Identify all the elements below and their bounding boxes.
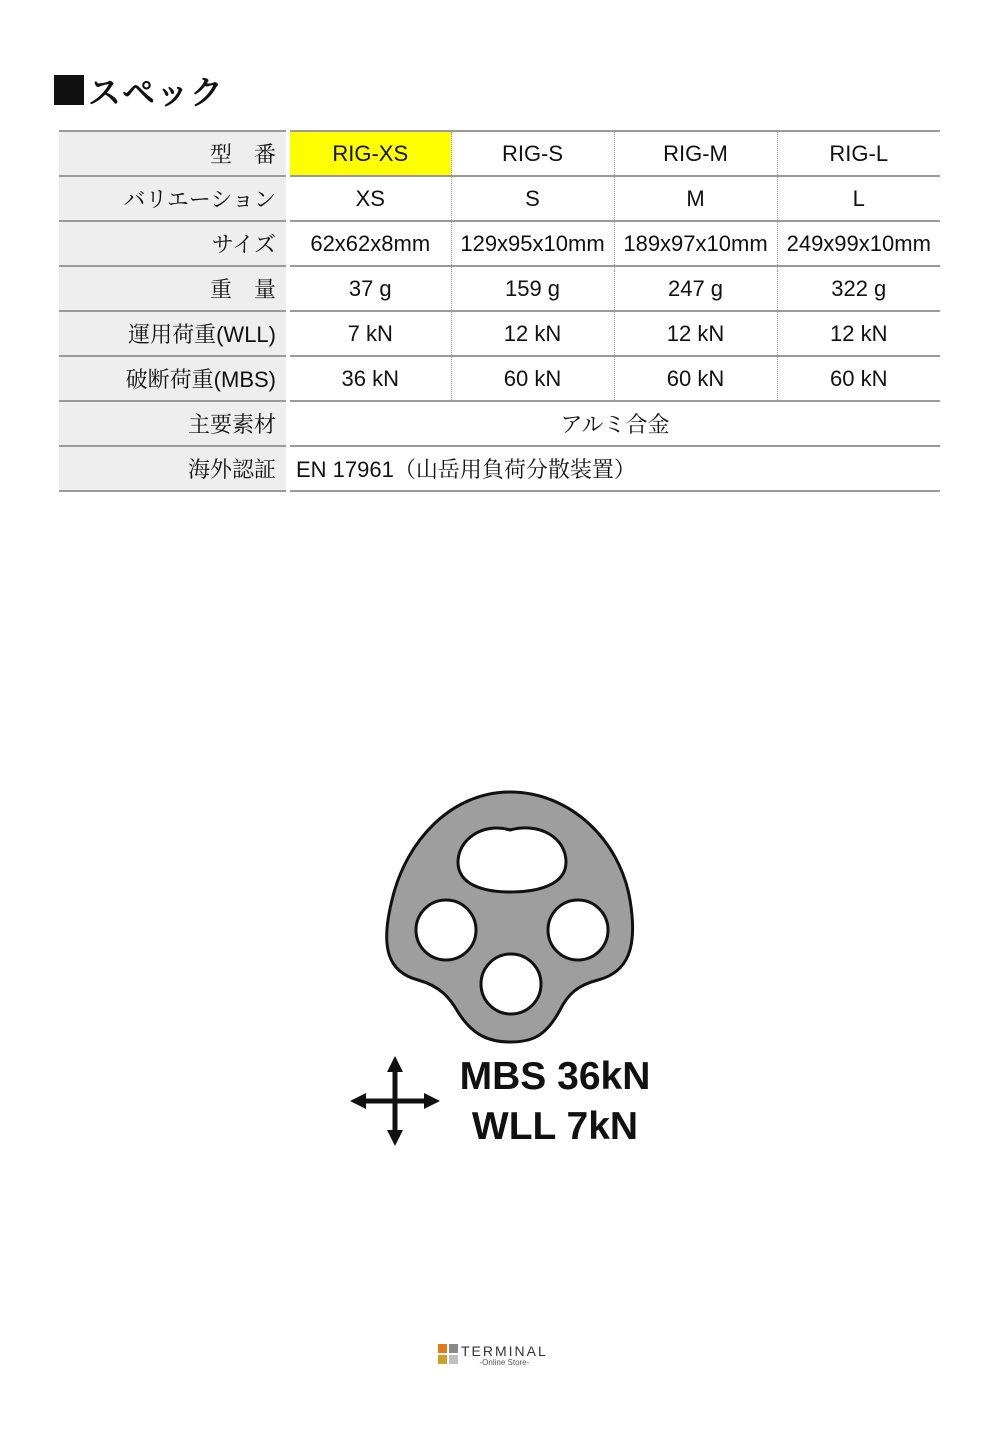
table-cell: 62x62x8mm bbox=[288, 221, 451, 266]
table-cell: 36 kN bbox=[288, 356, 451, 401]
row-label: 型 番 bbox=[59, 131, 288, 176]
terminal-logo bbox=[438, 1344, 548, 1367]
row-label: 重 量 bbox=[59, 266, 288, 311]
table-cell: M bbox=[614, 176, 777, 221]
row-label: サイズ bbox=[59, 221, 288, 266]
row-label: 破断荷重(MBS) bbox=[59, 356, 288, 401]
left-hole bbox=[416, 900, 476, 960]
table-cell: 159 g bbox=[451, 266, 614, 311]
heading-square-icon bbox=[54, 75, 84, 105]
table-cell: 7 kN bbox=[288, 311, 451, 356]
row-label: 主要素材 bbox=[59, 401, 288, 446]
table-cell: 12 kN bbox=[614, 311, 777, 356]
spec-table bbox=[59, 130, 940, 492]
four-way-arrows-icon bbox=[350, 1056, 440, 1146]
top-hole bbox=[458, 828, 566, 892]
table-row-wll bbox=[59, 311, 940, 356]
table-cell: 249x99x10mm bbox=[777, 221, 940, 266]
table-cell: 12 kN bbox=[777, 311, 940, 356]
table-row-weight bbox=[59, 266, 940, 311]
bottom-hole bbox=[481, 954, 541, 1014]
row-label: 運用荷重(WLL) bbox=[59, 311, 288, 356]
table-cell: 129x95x10mm bbox=[451, 221, 614, 266]
table-cell: 60 kN bbox=[451, 356, 614, 401]
heading-text: スペック bbox=[88, 72, 224, 112]
table-cell: 60 kN bbox=[777, 356, 940, 401]
row-label: 海外認証 bbox=[59, 446, 288, 491]
load-rating bbox=[440, 1052, 670, 1152]
mbs-rating: MBS 36kN bbox=[459, 1055, 651, 1098]
logo-mark-icon bbox=[438, 1344, 458, 1364]
model-xs-cell: RIG-XS bbox=[288, 131, 451, 176]
table-row-size bbox=[59, 221, 940, 266]
table-row-model bbox=[59, 131, 940, 176]
row-label: バリエーション bbox=[59, 176, 288, 221]
certification-cell: EN 17961（山岳用負荷分散装置） bbox=[288, 446, 940, 491]
right-hole bbox=[548, 900, 608, 960]
table-cell: 37 g bbox=[288, 266, 451, 311]
logo-subtitle: -Online Store- bbox=[479, 1358, 530, 1367]
page-heading bbox=[54, 68, 224, 112]
model-m-cell: RIG-M bbox=[614, 131, 777, 176]
wll-rating: WLL 7kN bbox=[471, 1105, 639, 1148]
table-row-variation bbox=[59, 176, 940, 221]
table-cell: 189x97x10mm bbox=[614, 221, 777, 266]
material-cell: アルミ合金 bbox=[288, 401, 940, 446]
table-cell: S bbox=[451, 176, 614, 221]
table-row-material bbox=[59, 401, 940, 446]
model-l-cell: RIG-L bbox=[777, 131, 940, 176]
logo-brand: TERMINAL bbox=[461, 1343, 548, 1359]
table-cell: 12 kN bbox=[451, 311, 614, 356]
table-cell: 322 g bbox=[777, 266, 940, 311]
table-row-certification bbox=[59, 446, 940, 491]
table-cell: XS bbox=[288, 176, 451, 221]
model-s-cell: RIG-S bbox=[451, 131, 614, 176]
table-cell: L bbox=[777, 176, 940, 221]
table-cell: 247 g bbox=[614, 266, 777, 311]
table-cell: 60 kN bbox=[614, 356, 777, 401]
table-row-mbs bbox=[59, 356, 940, 401]
